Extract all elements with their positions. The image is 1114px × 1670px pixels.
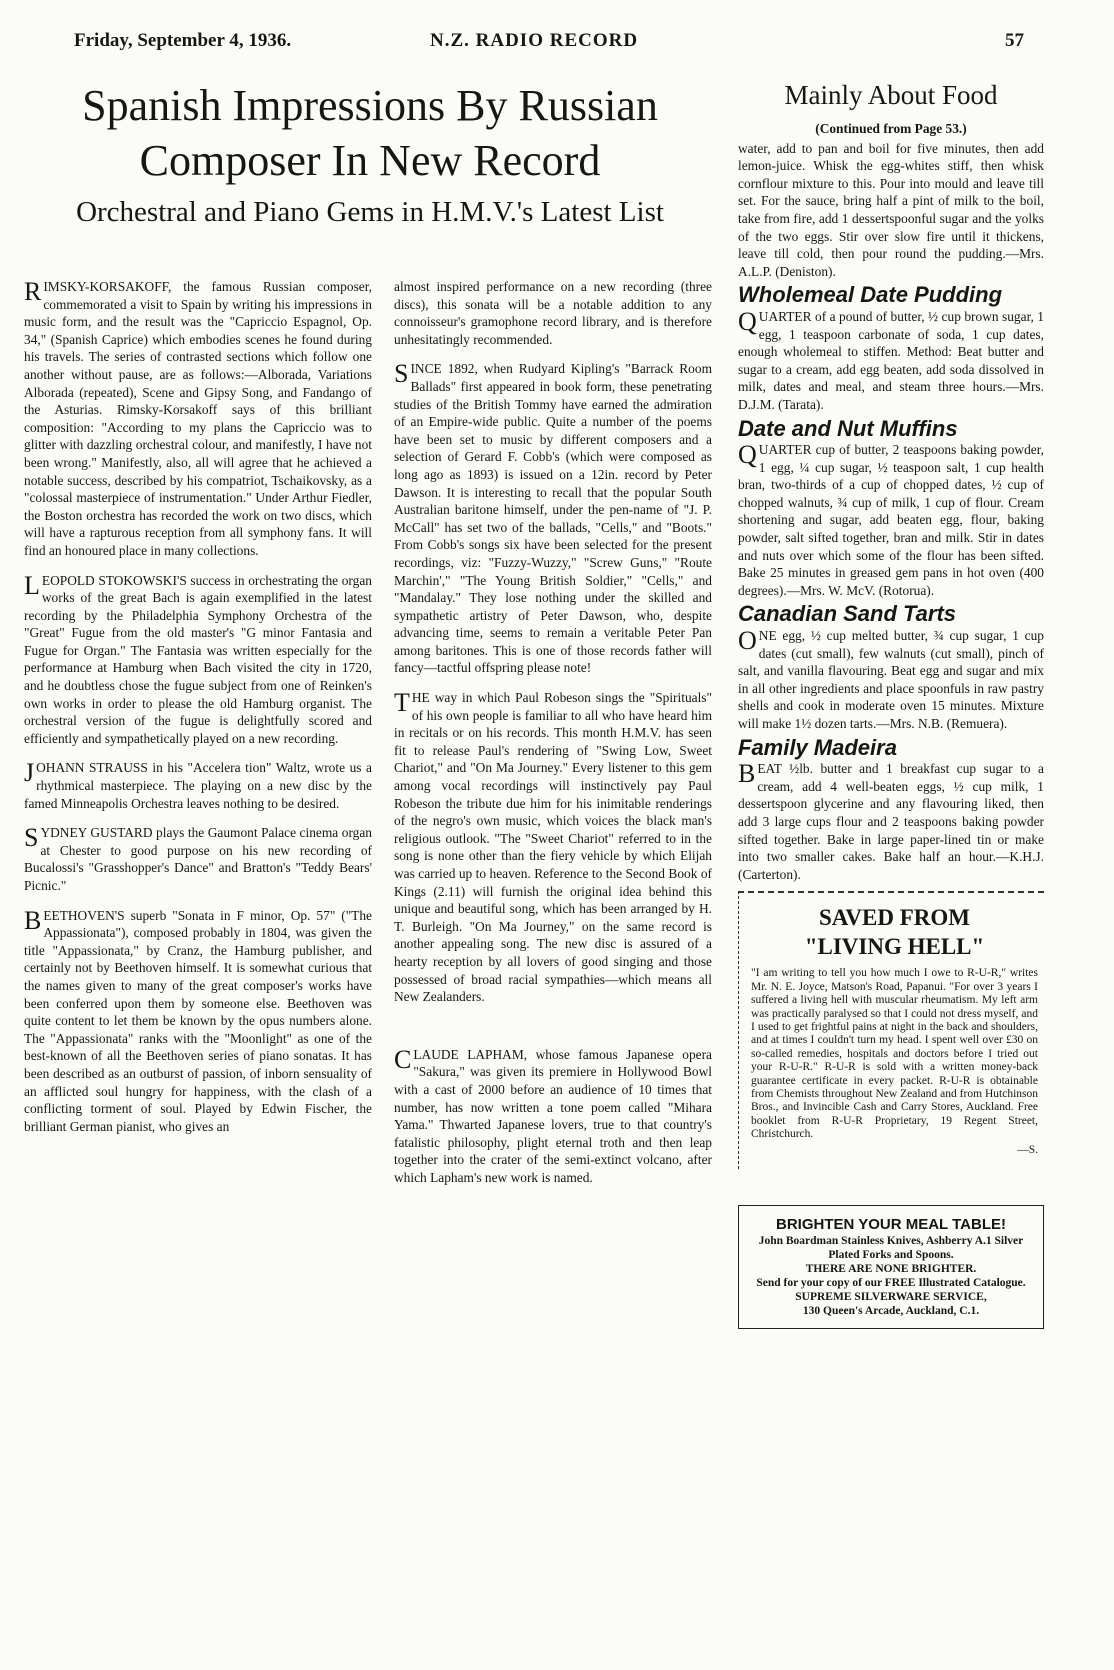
paragraph-text: EAT ½lb. butter and 1 breakfast cup sugar to a cream, add 4 well-beaten eggs, ½ cup milk, 1 dessertspoon glycerine and any flavouring liked, then add 3 large cups flour and 2 teaspoons baking powder sifted together. Bake in large paper-lined tin or make into two smaller cakes. Bake half an hour.—K.H.J. (Carterton). (738, 761, 1044, 882)
paragraph-text: IMSKY-KORSAKOFF, the famous Russian composer, commemorated a visit to Spain by writing his impressions in music form, and the result was the "Capriccio Espagnol, Op. 34," (Spanish Caprice) which embodies scenes he found during his travels. The series of contrasted sections which follow one another without pause, are as follows:—Alborada, Variations Alborada (repeated), Scene and Gipsy Song, and Fandango of the Asturias. Rimsky-Korsakoff says of this brilliant composition: "According to my plans the Capriccio was to glitter with dazzling orchestral colour, and manifestly, I have not been wrong." Manifestly, also, all will agree that he achieved a notable success, described by his compatriot, Tschaikovsky, as a "colossal masterpiece of instrumentation." Under Arthur Fiedler, the Boston orchestra has recorded the work on two discs, which will have a rapturous reception from all symphony fans. It will find an honoured place in many collections. (24, 279, 372, 558)
drop-cap: C (394, 1044, 412, 1074)
drop-cap: Q (738, 306, 757, 336)
recipe-list (738, 282, 1044, 883)
food-column (738, 78, 1044, 1329)
publication-title: N.Z. RADIO RECORD (430, 30, 639, 51)
drop-cap: T (394, 688, 410, 718)
ad2-line-4: SUPREME SILVERWARE SERVICE, (795, 1291, 987, 1304)
recipe-title: Family Madeira (738, 734, 897, 760)
article-paragraph (24, 824, 372, 894)
paragraph-text: OHANN STRAUSS in his "Accelera tion" Waltz, wrote us a rhythmical masterpiece. The playing on a new disc by the famed Minneapolis Orchestra leaves nothing to be desired. (24, 760, 372, 811)
recipe-title: Canadian Sand Tarts (738, 601, 957, 627)
paragraph-text: UARTER cup of butter, 2 teaspoons baking powder, 1 egg, ¼ cup sugar, ½ teaspoon salt, 1 cup health bran, two-thirds of a cup of chopped dates, ½ cup of chopped walnuts, ¾ cup of milk, 1 cup of flour. Cream shortening and sugar, add beaten egg, flour, baking powder, salt sifted together, bran and milk. Stir in dates and nuts over which some of the flour has been sifted. Bake 25 minutes in greased gem pans in hot oven (400 degrees).—Mrs. W. McV. (Rotorua). (738, 442, 1044, 598)
paragraph-text: UARTER of a pound of butter, ½ cup brown sugar, 1 egg, 1 teaspoon carbonate of soda, 1 cup dates, enough wholemeal to stiffen. Method: Beat butter and sugar to a cream, add egg beaten, add soda dissolved in milk, dates and meal, and steam three hours.—Mrs. D.J.M. (Tarata). (738, 308, 1044, 412)
paragraph-text: NE egg, ½ cup melted butter, ¾ cup sugar, 1 cup dates (cut small), few walnuts (cut small), pinch of salt, and vanilla flavouring. Beat egg and sugar and mix in all other ingredients and place spoonfuls in raw pastry shells and cook in moderate oven 15 minutes. Mixture will make 1½ dozen tarts.—Mrs. N.B. (Remuera). (738, 628, 1044, 731)
drop-cap: S (24, 823, 39, 853)
recipe-text (738, 308, 1044, 414)
article-paragraph (24, 278, 372, 560)
drop-cap: R (24, 277, 42, 306)
silverware-advertisement (738, 1205, 1044, 1329)
ad2-line-3: Send for your copy of our FREE Illustrated Catalogue. (756, 1277, 1026, 1290)
page-number: 57 (1005, 30, 1024, 51)
article-paragraph (394, 1046, 712, 1187)
drop-cap: Q (738, 440, 757, 470)
ad2-line-2: THERE ARE NONE BRIGHTER. (805, 1263, 977, 1276)
ad-body: "I am writing to tell you how much I owe to R-U-R," writes Mr. N. E. Joyce, Matson's Road, Papanui. "For over 3 years I suffered a living hell with muscular rheumatism. My left arm was practically paralysed so that I could not dress myself, and I used to get frightful pains at night in the back and shoulders, and at times I couldn't turn my head. I spent well over £30 on so-called remedies, hospitals and doctors before I tried out your R-U-R." R-U-R is sold with a written money-back guarantee certificate in every packet. R-U-R is obtainable from Chemists throughout New Zealand and from Hutchinson Bros., and Invincible Cash and Carry Stores, Auckland. Free booklet from R-U-R Proprietary, 19 Regent Street, Christchurch. (751, 967, 1038, 1141)
drop-cap: B (738, 759, 756, 789)
subheadline: Orchestral and Piano Gems in H.M.V.'s Latest List (76, 196, 664, 228)
drop-cap: S (394, 359, 409, 389)
drop-cap: L (24, 570, 40, 600)
paragraph-text: EETHOVEN'S superb "Sonata in F minor, Op. 57" ("The Appassionata"), composed probably in 1804, was given the title "Appassionata," by Cranz, the Hamburg publisher, and certainly not by Beethoven himself. It is somewhat curious that the names given to many of the great composer's works have been conferred upon them by someone else. Beethoven was quite content to let them be known by the opus numbers alone. The "Appassionata" ranks with the "Moonlight" as one of the best-known of all the Beethoven series of piano sonatas. It has been described as an outburst of passion, of inborn sensuality of an afflicted soul hungry for happiness, with the clash of a conflicting torment of soul. Played by Edwin Fischer, the brilliant German pianist, who gives an (24, 907, 372, 1134)
recipe-text (738, 760, 1044, 883)
recipe-text (738, 627, 1044, 733)
drop-cap: J (24, 758, 35, 788)
paragraph-text: HE way in which Paul Robeson sings the "Spirituals" of his own people is familiar to all who have heard him in recitals or on his records. This month H.M.V. has seen fit to release Paul's rendering of "Swing Low, Sweet Chariot," and "On Ma Journey." Every listener to this gem among vocal recordings will instinctively pay Paul Robeson the tribute due him for his inimitable renderings of the negro's own music, which voices the black man's religious outlook. "The "Sweet Chariot" referred to in the song is none other than the fiery vehicle by which Elijah was carried up to heaven. Reference to the Second Book of Kings (2.11) will furnish the original idea behind this unique and beautiful song, which has been arranged by H. T. Burleigh. "On Ma Journey," on the same record is another appealing song. The new disc is assured of a hearty reception by all lovers of good singing and those possessed of broad racial sympathies—which means all New Zealanders. (394, 690, 712, 1005)
issue-date: Friday, September 4, 1936. (74, 30, 292, 51)
article-paragraph (394, 360, 712, 677)
article-paragraph (394, 278, 712, 348)
article-column-1 (24, 278, 372, 1147)
recipe-title: Wholemeal Date Pudding (738, 282, 1003, 308)
paragraph-text: INCE 1892, when Rudyard Kipling's "Barrack Room Ballads" first appeared in book form, these penetrating studies of the British Tommy have earned the admiration of an Empire-wide public. Quite a number of the poems have been set to music by different composers and a selection of Gerard F. Cobb's (which were composed as long ago as 1893) is issued on a 12in. record by Peter Dawson. It is interesting to recall that the popular South Australian baritone himself, under the pen-name of "J. P. McCall" has set two of the ballads, "Cells," and "Boots." From Cobb's songs six have been selected for the present recordings, viz: "Fuzzy-Wuzzy," "Screw Guns," "Route Marchin'," "The Young British Soldier," "Cells," and "Mandalay." They lose nothing under the skilled and sympathetic artistry of Peter Dawson, who, despite advancing time, seems to remain a veritable Peter Pan among baritones. This is one of those records father will fancy—tactful offspring please note! (394, 361, 712, 676)
ad2-title: BRIGHTEN YOUR MEAL TABLE! (775, 1216, 1006, 1234)
recipe-text (738, 441, 1044, 599)
paragraph-text: YDNEY GUSTARD plays the Gaumont Palace cinema organ at Chester to good purpose on his new recording of Bucalossi's "Grasshopper's Dance" and Bratton's "Teddy Bears' Picnic." (24, 825, 372, 893)
food-intro: water, add to pan and boil for five minutes, then add lemon-juice. Whisk the egg-whites stiff, then whisk cornflour mixture to this. Pour into mould and leave till set. For the sauce, bring half a pint of milk to the boil, take from fire, add 1 dessertspoonful sugar and the yolks of the two eggs. Stir over slow fire until it thickens, leave till cold, then pour round the pudding.—Mrs. A.L.P. (Deniston). (738, 140, 1044, 279)
paragraph-text: LAUDE LAPHAM, whose famous Japanese opera "Sakura," was given its premiere in Hollywood Bowl with a cast of 2000 before an audience of 10 times that number, has now written a tone poem called "Mihara Yama." Thwarted Japanese lovers, true to that country's fatalistic philosophy, plight eternal troth and then leap together into the crater of the semi-extinct volcano, after which Lapham's new work is named. (394, 1046, 712, 1185)
rur-advertisement (738, 891, 1044, 1169)
article-paragraph (24, 759, 372, 812)
article-column-2 (394, 278, 712, 1199)
article-paragraph (394, 689, 712, 1006)
article-paragraph (24, 907, 372, 1136)
paragraph-text: almost inspired performance on a new recording (three discs), this sonata will be a notable addition to any connoisseur's gramophone record library, and is therefore unhesitatingly recommended. (394, 279, 712, 347)
ad-headline-1: SAVED FROM (818, 905, 970, 931)
continued-note: (Continued from Page 53.) (815, 121, 967, 136)
article-paragraph (24, 572, 372, 748)
drop-cap: O (738, 626, 757, 656)
food-section-title: Mainly About Food (784, 80, 998, 110)
drop-cap: B (24, 905, 42, 935)
ad-signature: —S. (1017, 1143, 1038, 1156)
ad2-line-1: John Boardman Stainless Knives, Ashberry A.1 Silver Plated Forks and Spoons. (758, 1235, 1024, 1262)
paragraph-text: EOPOLD STOKOWSKI'S success in orchestrating the organ works of the great Bach is again exemplified in the latest recording by the Philadelphia Symphony Orchestra of the "Great" Fugue from the old master's "G minor Fantasia and Fugue for Organ." The Fantasia was written especially for the performance at Hamburg when Bach visited the city in 1720, and he doubtless chose the fugue subject from one of Reinken's own works in order to please the old Hamburg organist. The orchestral version of the fugue is delightfully scored and efficiently and sympathetically played on a new recording. (24, 572, 372, 746)
ad-headline-2: "LIVING HELL" (804, 934, 985, 960)
headline: Spanish Impressions By Russian Composer In New Record (82, 81, 658, 185)
recipe-title: Date and Nut Muffins (738, 415, 958, 441)
ad2-line-5: 130 Queen's Arcade, Auckland, C.1. (802, 1305, 980, 1318)
